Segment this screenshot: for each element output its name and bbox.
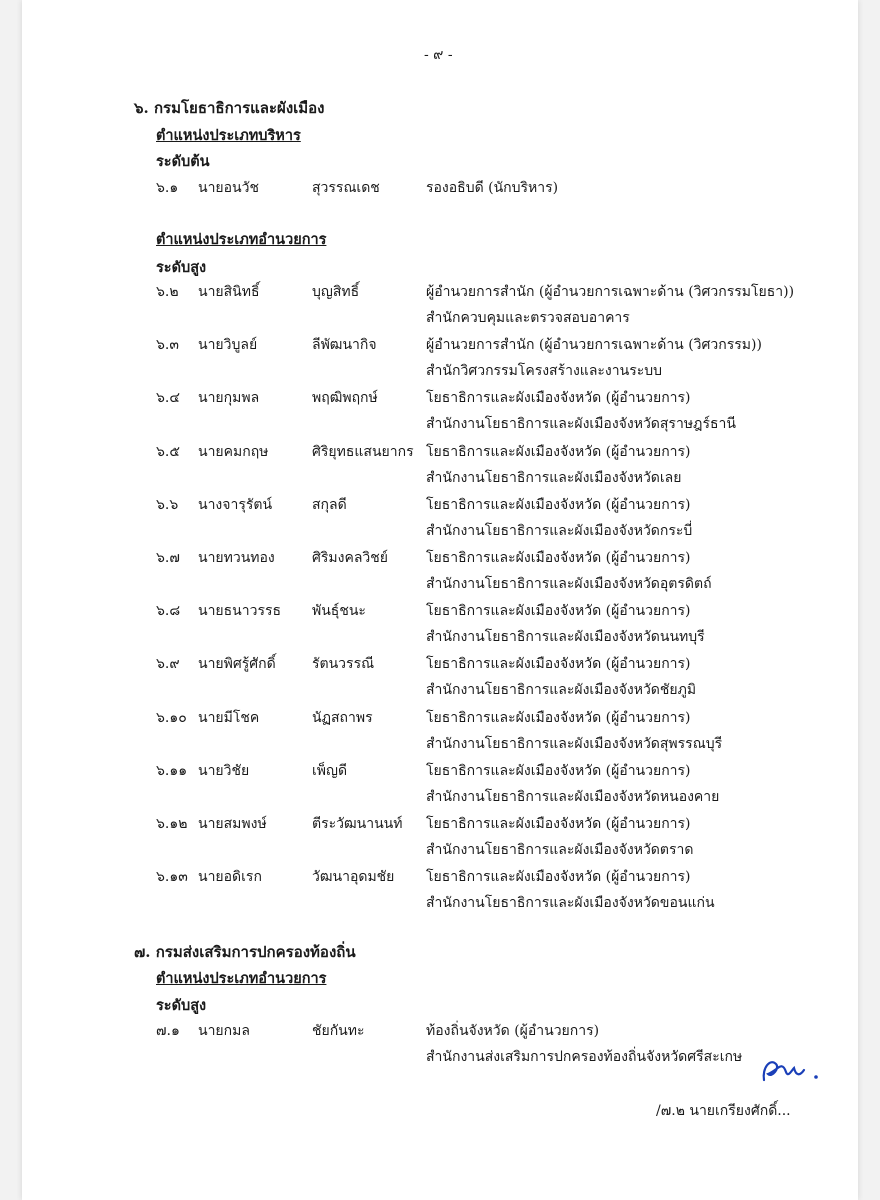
first-name: นายวิชัย bbox=[198, 762, 250, 779]
section7-dir-level: ระดับสูง bbox=[156, 997, 207, 1014]
first-name: นายกุมพล bbox=[198, 390, 260, 407]
first-name: นายสมพงษ์ bbox=[198, 816, 267, 832]
document-page bbox=[22, 0, 858, 1200]
office-name: สำนักงานโยธาธิการและผังเมืองจังหวัดชัยภูมิ bbox=[426, 682, 697, 699]
section6-title: ๖. กรมโยธาธิการและผังเมือง bbox=[134, 99, 325, 117]
appointment-row bbox=[22, 281, 858, 333]
last-name: ตีระวัฒนานนท์ bbox=[312, 816, 403, 832]
office-name: สำนักงานโยธาธิการและผังเมืองจังหวัดตราด bbox=[426, 842, 694, 858]
first-name: นายทวนทอง bbox=[198, 550, 275, 566]
item-number: ๖.๘ bbox=[156, 603, 181, 620]
item-number: ๖.๖ bbox=[156, 496, 179, 513]
office-name: สำนักงานโยธาธิการและผังเมืองจังหวัดเลย bbox=[426, 469, 682, 486]
appointment-row bbox=[22, 1020, 858, 1072]
position-title: โยธาธิการและผังเมืองจังหวัด (ผู้อำนวยการ) bbox=[426, 709, 691, 726]
section6-exec-level: ระดับต้น bbox=[156, 153, 210, 170]
last-name: วัฒนาอุดมชัย bbox=[312, 869, 395, 886]
section7-title: ๗. กรมส่งเสริมการปกครองท้องถิ่น bbox=[134, 943, 356, 961]
office-name: สำนักงานโยธาธิการและผังเมืองจังหวัดสุพรรณบุรี bbox=[426, 735, 723, 752]
appointment-row bbox=[22, 866, 858, 918]
first-name: นางจารุรัตน์ bbox=[198, 496, 273, 513]
position-title: โยธาธิการและผังเมืองจังหวัด (ผู้อำนวยการ) bbox=[426, 656, 691, 673]
item-number: ๖.๒ bbox=[156, 284, 179, 300]
position-title: โยธาธิการและผังเมืองจังหวัด (ผู้อำนวยการ) bbox=[426, 496, 691, 513]
appointment-row bbox=[22, 334, 858, 386]
last-name: เพ็ญดี bbox=[312, 762, 348, 779]
office-name: สำนักงานโยธาธิการและผังเมืองจังหวัดสุราษฎร์ธานี bbox=[426, 416, 736, 433]
first-name: นายสินิทธิ์ bbox=[198, 284, 260, 300]
position-title: โยธาธิการและผังเมืองจังหวัด (ผู้อำนวยการ) bbox=[426, 816, 691, 832]
last-name: สกุลดี bbox=[312, 496, 347, 513]
position-title: ท้องถิ่นจังหวัด (ผู้อำนวยการ) bbox=[426, 1023, 600, 1039]
section7-dir-category: ตำแหน่งประเภทอำนวยการ bbox=[156, 970, 327, 987]
page-number: - ๙ - bbox=[424, 47, 453, 63]
item-number: ๖.๑๐ bbox=[156, 709, 187, 726]
item-number: ๖.๔ bbox=[156, 390, 180, 407]
item-number: ๖.๑๑ bbox=[156, 762, 188, 779]
last-name: ศิริมงคลวิชย์ bbox=[312, 550, 388, 566]
continuation-note: /๗.๒ นายเกรียงศักดิ์... bbox=[656, 1103, 791, 1119]
section6-dir-level: ระดับสูง bbox=[156, 259, 207, 276]
appointment-row bbox=[22, 813, 858, 865]
item-number: ๖.๑๒ bbox=[156, 816, 188, 832]
first-name: นายธนาวรรธ bbox=[198, 603, 282, 620]
position-title: ผู้อำนวยการสำนัก (ผู้อำนวยการเฉพาะด้าน (วิศวกรรม)) bbox=[426, 337, 762, 354]
item-number: ๖.๑ bbox=[156, 180, 179, 196]
office-name: สำนักงานโยธาธิการและผังเมืองจังหวัดหนองคาย bbox=[426, 788, 720, 805]
first-name: นายอนวัช bbox=[198, 180, 259, 196]
office-name: สำนักควบคุมและตรวจสอบอาคาร bbox=[426, 310, 630, 326]
signature-mark bbox=[756, 1050, 826, 1086]
office-name: สำนักงานส่งเสริมการปกครองท้องถิ่นจังหวัดศรีสะเกษ bbox=[426, 1049, 743, 1065]
first-name: นายกมล bbox=[198, 1023, 250, 1039]
appointment-row bbox=[22, 760, 858, 812]
appointment-row bbox=[22, 600, 858, 652]
position-title: โยธาธิการและผังเมืองจังหวัด (ผู้อำนวยการ) bbox=[426, 869, 691, 886]
first-name: นายพิศรู้ศักดิ์ bbox=[198, 656, 276, 673]
item-number: ๖.๑๓ bbox=[156, 869, 188, 886]
position-title: โยธาธิการและผังเมืองจังหวัด (ผู้อำนวยการ) bbox=[426, 443, 691, 460]
last-name: บุญสิทธิ์ bbox=[312, 284, 360, 300]
appointment-row bbox=[22, 494, 858, 546]
first-name: นายอดิเรก bbox=[198, 869, 262, 886]
last-name: ศิริยุทธแสนยากร bbox=[312, 443, 414, 460]
last-name: รัตนวรรณี bbox=[312, 656, 375, 673]
appointment-row bbox=[22, 441, 858, 493]
last-name: ชัยกันทะ bbox=[312, 1023, 365, 1039]
item-number: ๖.๓ bbox=[156, 337, 179, 354]
office-name: สำนักงานโยธาธิการและผังเมืองจังหวัดกระบี่ bbox=[426, 522, 693, 539]
position-title: รองอธิบดี (นักบริหาร) bbox=[426, 180, 559, 196]
appointment-row bbox=[22, 177, 858, 229]
last-name: ลีพัฒนากิจ bbox=[312, 337, 377, 354]
appointment-row bbox=[22, 707, 858, 759]
position-title: โยธาธิการและผังเมืองจังหวัด (ผู้อำนวยการ) bbox=[426, 762, 691, 779]
first-name: นายวิบูลย์ bbox=[198, 337, 258, 354]
position-title: โยธาธิการและผังเมืองจังหวัด (ผู้อำนวยการ) bbox=[426, 390, 691, 407]
office-name: สำนักวิศวกรรมโครงสร้างและงานระบบ bbox=[426, 363, 663, 380]
office-name: สำนักงานโยธาธิการและผังเมืองจังหวัดอุตรดิตถ์ bbox=[426, 576, 712, 592]
item-number: ๖.๙ bbox=[156, 656, 180, 673]
office-name: สำนักงานโยธาธิการและผังเมืองจังหวัดนนทบุรี bbox=[426, 629, 705, 646]
section6-dir-category: ตำแหน่งประเภทอำนวยการ bbox=[156, 231, 327, 248]
position-title: โยธาธิการและผังเมืองจังหวัด (ผู้อำนวยการ) bbox=[426, 603, 691, 620]
position-title: โยธาธิการและผังเมืองจังหวัด (ผู้อำนวยการ) bbox=[426, 550, 691, 566]
section6-exec-category: ตำแหน่งประเภทบริหาร bbox=[156, 127, 301, 144]
appointment-row bbox=[22, 653, 858, 705]
item-number: ๖.๗ bbox=[156, 550, 180, 566]
appointment-row bbox=[22, 547, 858, 599]
first-name: นายคมกฤษ bbox=[198, 443, 269, 460]
last-name: พันธุ์ชนะ bbox=[312, 603, 366, 620]
office-name: สำนักงานโยธาธิการและผังเมืองจังหวัดขอนแก่น bbox=[426, 895, 715, 912]
last-name: นัฏสถาพร bbox=[312, 709, 373, 726]
position-title: ผู้อำนวยการสำนัก (ผู้อำนวยการเฉพาะด้าน (วิศวกรรมโยธา)) bbox=[426, 284, 795, 300]
last-name: พฤฒิพฤกษ์ bbox=[312, 390, 378, 407]
appointment-row bbox=[22, 387, 858, 439]
first-name: นายมีโชค bbox=[198, 709, 260, 726]
item-number: ๗.๑ bbox=[156, 1023, 180, 1039]
item-number: ๖.๕ bbox=[156, 443, 180, 460]
last-name: สุวรรณเดช bbox=[312, 180, 380, 196]
